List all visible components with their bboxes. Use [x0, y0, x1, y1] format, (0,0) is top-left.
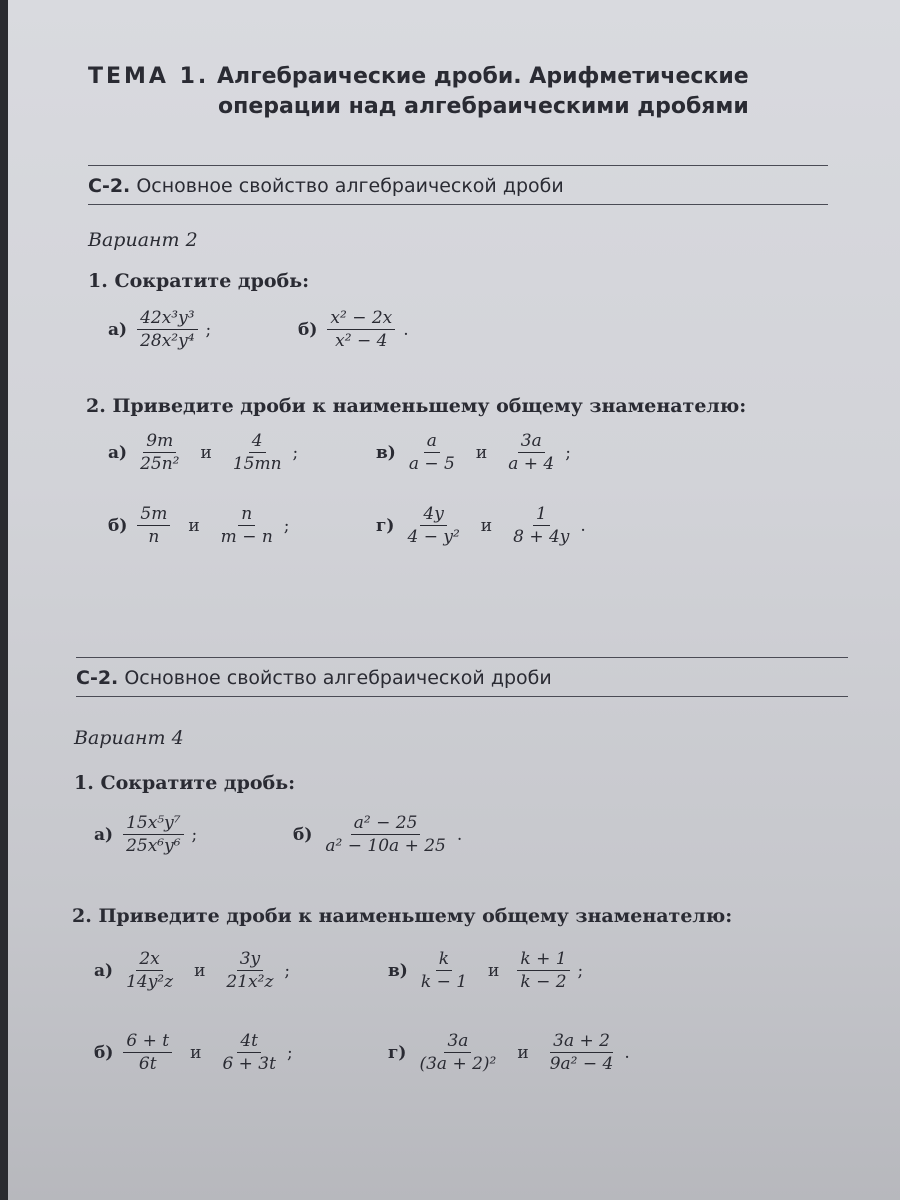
section-code: С-2. [88, 175, 131, 197]
denominator: a + 4 [508, 454, 555, 474]
denominator: n [148, 527, 160, 547]
numerator: 42x³y³ [137, 307, 197, 330]
item-letter: а) [94, 960, 114, 981]
punctuation: . [403, 319, 409, 340]
denominator: 14y²z [126, 972, 174, 992]
punctuation: ; [577, 960, 584, 981]
numerator: 5m [137, 503, 170, 526]
numerator: 6 + t [123, 1030, 172, 1053]
fraction [322, 812, 448, 857]
denominator: 25x⁶y⁶ [126, 836, 181, 856]
conjunction: и [188, 515, 200, 536]
denominator: (3a + 2)² [419, 1054, 497, 1074]
item-letter: г) [388, 1042, 407, 1063]
title-line-1 [88, 62, 808, 92]
punctuation: ; [191, 824, 198, 845]
fraction-second [219, 1030, 279, 1075]
item-letter: г) [376, 515, 395, 536]
punctuation: ; [283, 515, 290, 536]
denominator: 9a² − 4 [549, 1054, 614, 1074]
section-heading [76, 667, 552, 689]
numerator: k [436, 948, 452, 971]
title-line-1-text: Алгебраические дроби. Арифметические [216, 64, 749, 89]
task2-item-g [388, 1030, 630, 1075]
denominator: 21x²z [226, 972, 274, 992]
section-rule-top [76, 657, 848, 658]
denominator: 28x²y⁴ [140, 331, 195, 351]
numerator: 15x⁵y⁷ [123, 812, 183, 835]
section-rule-top [88, 165, 828, 166]
section-title: Основное свойство алгебраической дроби [136, 175, 564, 197]
denominator: a² − 10a + 25 [325, 836, 446, 856]
denominator: a − 5 [408, 454, 455, 474]
worksheet-page [8, 0, 900, 1200]
task2-label: 2. Приведите дроби к наименьшему общему знаменателю: [72, 905, 733, 927]
conjunction: и [194, 960, 206, 981]
denominator: 6t [138, 1054, 157, 1074]
task2-item-b [94, 1030, 293, 1075]
punctuation: ; [292, 442, 299, 463]
numerator: a [424, 430, 440, 453]
fraction-second [510, 503, 572, 548]
conjunction: и [475, 442, 488, 463]
fraction [123, 812, 183, 857]
section-rule-bottom [76, 696, 848, 697]
item-letter: в) [388, 960, 408, 981]
task1-label: 1. Сократите дробь: [88, 270, 310, 292]
item-letter: в) [376, 442, 396, 463]
punctuation: . [456, 824, 463, 845]
item-letter: б) [94, 1042, 114, 1063]
item-letter: б) [293, 824, 313, 845]
item-letter: б) [298, 319, 318, 340]
punctuation: ; [565, 442, 571, 463]
item-letter: б) [108, 515, 128, 536]
task2-label: 2. Приведите дроби к наименьшему общему знаменателю: [86, 395, 747, 417]
task2-item-g [376, 503, 586, 548]
fraction-first [123, 948, 176, 993]
punctuation: . [580, 515, 586, 536]
numerator: 9m [143, 430, 176, 453]
numerator: x² − 2x [327, 307, 395, 330]
task2-item-b [108, 503, 290, 548]
title-line-2: операции над алгебраическими дробями [218, 94, 749, 119]
punctuation: ; [284, 960, 291, 981]
numerator: 4y [420, 503, 446, 526]
task1-item-a [108, 307, 211, 352]
denominator: 25n² [140, 454, 180, 474]
item-letter: а) [108, 319, 128, 340]
conjunction: и [488, 960, 500, 981]
task2-item-a [94, 948, 290, 993]
section-rule-bottom [88, 204, 828, 205]
punctuation: ; [286, 1042, 293, 1063]
section-heading [88, 175, 564, 197]
fraction-second [547, 1030, 617, 1075]
fraction-first [418, 948, 470, 993]
fraction-first [406, 430, 458, 475]
item-letter: а) [108, 442, 128, 463]
fraction-first [137, 430, 182, 475]
denominator: 8 + 4y [513, 527, 570, 547]
conjunction: и [517, 1042, 529, 1063]
task2-item-v [388, 948, 583, 993]
fraction-first [137, 503, 170, 548]
fraction-second [505, 430, 557, 475]
fraction-first [416, 1030, 499, 1075]
task1-item-b [293, 812, 462, 857]
numerator: 3y [237, 948, 263, 971]
fraction-first [404, 503, 462, 548]
variant-label: Вариант 4 [74, 727, 184, 749]
task1-item-a [94, 812, 197, 857]
numerator: n [238, 503, 255, 526]
section-title: Основное свойство алгебраической дроби [124, 667, 552, 689]
numerator: 3a + 2 [550, 1030, 613, 1053]
numerator: k + 1 [517, 948, 569, 971]
section-code: С-2. [76, 667, 119, 689]
task1-label: 1. Сократите дробь: [74, 772, 296, 794]
fraction-second [230, 430, 285, 475]
punctuation: ; [205, 319, 212, 340]
fraction-second [218, 503, 276, 548]
denominator: m − n [220, 527, 273, 547]
numerator: 4 [249, 430, 266, 453]
numerator: 2x [136, 948, 162, 971]
task1-item-b [298, 307, 409, 352]
conjunction: и [190, 1042, 202, 1063]
conjunction: и [200, 442, 212, 463]
numerator: 1 [533, 503, 550, 526]
numerator: a² − 25 [351, 812, 421, 835]
item-letter: а) [94, 824, 114, 845]
denominator: 6 + 3t [222, 1054, 276, 1074]
numerator: 4t [237, 1030, 261, 1053]
conjunction: и [480, 515, 493, 536]
numerator: 3a [518, 430, 545, 453]
task2-item-v [376, 430, 571, 475]
denominator: 4 − y² [407, 527, 460, 547]
variant-label: Вариант 2 [88, 229, 198, 251]
denominator: 15mn [232, 454, 282, 474]
punctuation: . [624, 1042, 630, 1063]
task2-item-a [108, 430, 298, 475]
fraction-second [517, 948, 569, 993]
fraction [327, 307, 395, 352]
fraction [137, 307, 197, 352]
numerator: 3a [444, 1030, 471, 1053]
title-tema: ТЕМА 1. [88, 64, 210, 89]
fraction-second [223, 948, 276, 993]
denominator: k − 2 [520, 972, 567, 992]
denominator: k − 1 [420, 972, 468, 992]
denominator: x² − 4 [335, 331, 388, 351]
page-title [88, 62, 808, 122]
fraction-first [123, 1030, 172, 1075]
